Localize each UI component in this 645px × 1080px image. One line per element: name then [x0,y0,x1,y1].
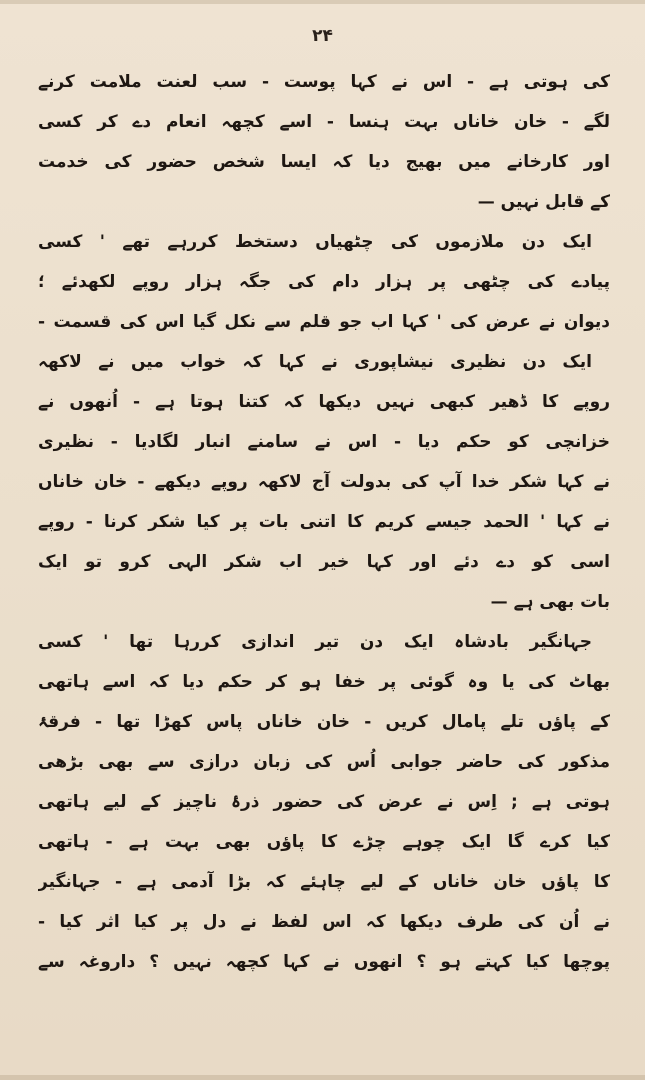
paragraph-1 [38,62,610,222]
text-line: کیا کرے گا ایک چوہے چڑے کا پاؤں بھی بہت ہے - ہاتھی [38,832,610,852]
text-line: دیوان نے عرض کی ' کہا اب جو قلم سے نکل گیا اس کی قسمت - [38,312,610,332]
text-line: نے کہا ' الحمد جیسے کریم کا اتنی بات پر کیا شکر کرنا - روپے [38,512,610,532]
text-line: بھاٹ کی یا وہ گوئی پر خفا ہو کر حکم دیا کہ اسے ہاتھی [38,672,610,692]
text-line: نے اُن کی طرف دیکھا کہ اس لفظ نے دل پر کیا اثر کیا - [38,912,610,932]
text-line: کے پاؤں تلے پامال کریں - خان خاناں پاس کھڑا تھا - فرقۂ [38,712,610,732]
text-line: اسی کو دے دئے اور کہا خیر اب شکر الہی کرو تو ایک [38,552,610,572]
text-line: خزانچی کو حکم دیا - اس نے سامنے انبار لگادیا - نظیری [38,432,610,452]
text-line: مذکور کی حاضر جوابی اُس کی زبان درازی سے بھی بڑھی [38,752,610,772]
paragraph-4 [38,622,610,982]
text-line: کے قابل نہیں — [477,192,610,212]
text-line: پیادے کی چٹھی پر ہزار دام کی جگہ ہزار روپے لکھدئے ؛ [38,272,610,292]
text-line: نے کہا شکر خدا آپ کی بدولت آج لاکھہ روپے دیکھے - خان خاناں [38,472,610,492]
text-body [38,62,610,982]
text-line: ایک دن نظیری نیشاپوری نے کہا کہ خواب میں نے لاکھہ [38,352,592,372]
text-line: جہانگیر بادشاہ ایک دن تیر اندازی کررہا تھا ' کسی [38,632,592,652]
paragraph-3 [38,342,610,622]
text-line: لگے - خان خاناں بہت ہنسا - اسے کچھہ انعام دے کر کسی [38,112,610,132]
page-number: ۲۴ [312,26,333,46]
paragraph-2 [38,222,610,342]
text-line: اور کارخانے میں بھیج دیا کہ ایسا شخص حضور کی خدمت [38,152,610,172]
scan-edge-bottom [0,1075,645,1080]
text-line: بات بھی ہے — [490,592,610,612]
text-line: ایک دن ملازموں کی چٹھیاں دستخط کررہے تھے ' کسی [38,232,592,252]
text-line: کا پاؤں خان خاناں کے لیے چاہئے کہ بڑا آدمی ہے - جہانگیر [38,872,610,892]
scan-edge-top [0,0,645,4]
text-line: ہوتی ہے ; اِس نے عرض کی حضور ذرۂ ناچیز کے لیے ہاتھی [38,792,610,812]
text-line: روپے کا ڈھیر کبھی نہیں دیکھا کہ کتنا ہوتا ہے - اُنھوں نے [38,392,610,412]
text-line: کی ہوتی ہے - اس نے کہا پوست - سب لعنت ملامت کرنے [38,72,610,92]
text-line: پوچھا کیا کہتے ہو ؟ انھوں نے کہا کچھہ نہیں ؟ داروغہ سے [38,952,610,972]
